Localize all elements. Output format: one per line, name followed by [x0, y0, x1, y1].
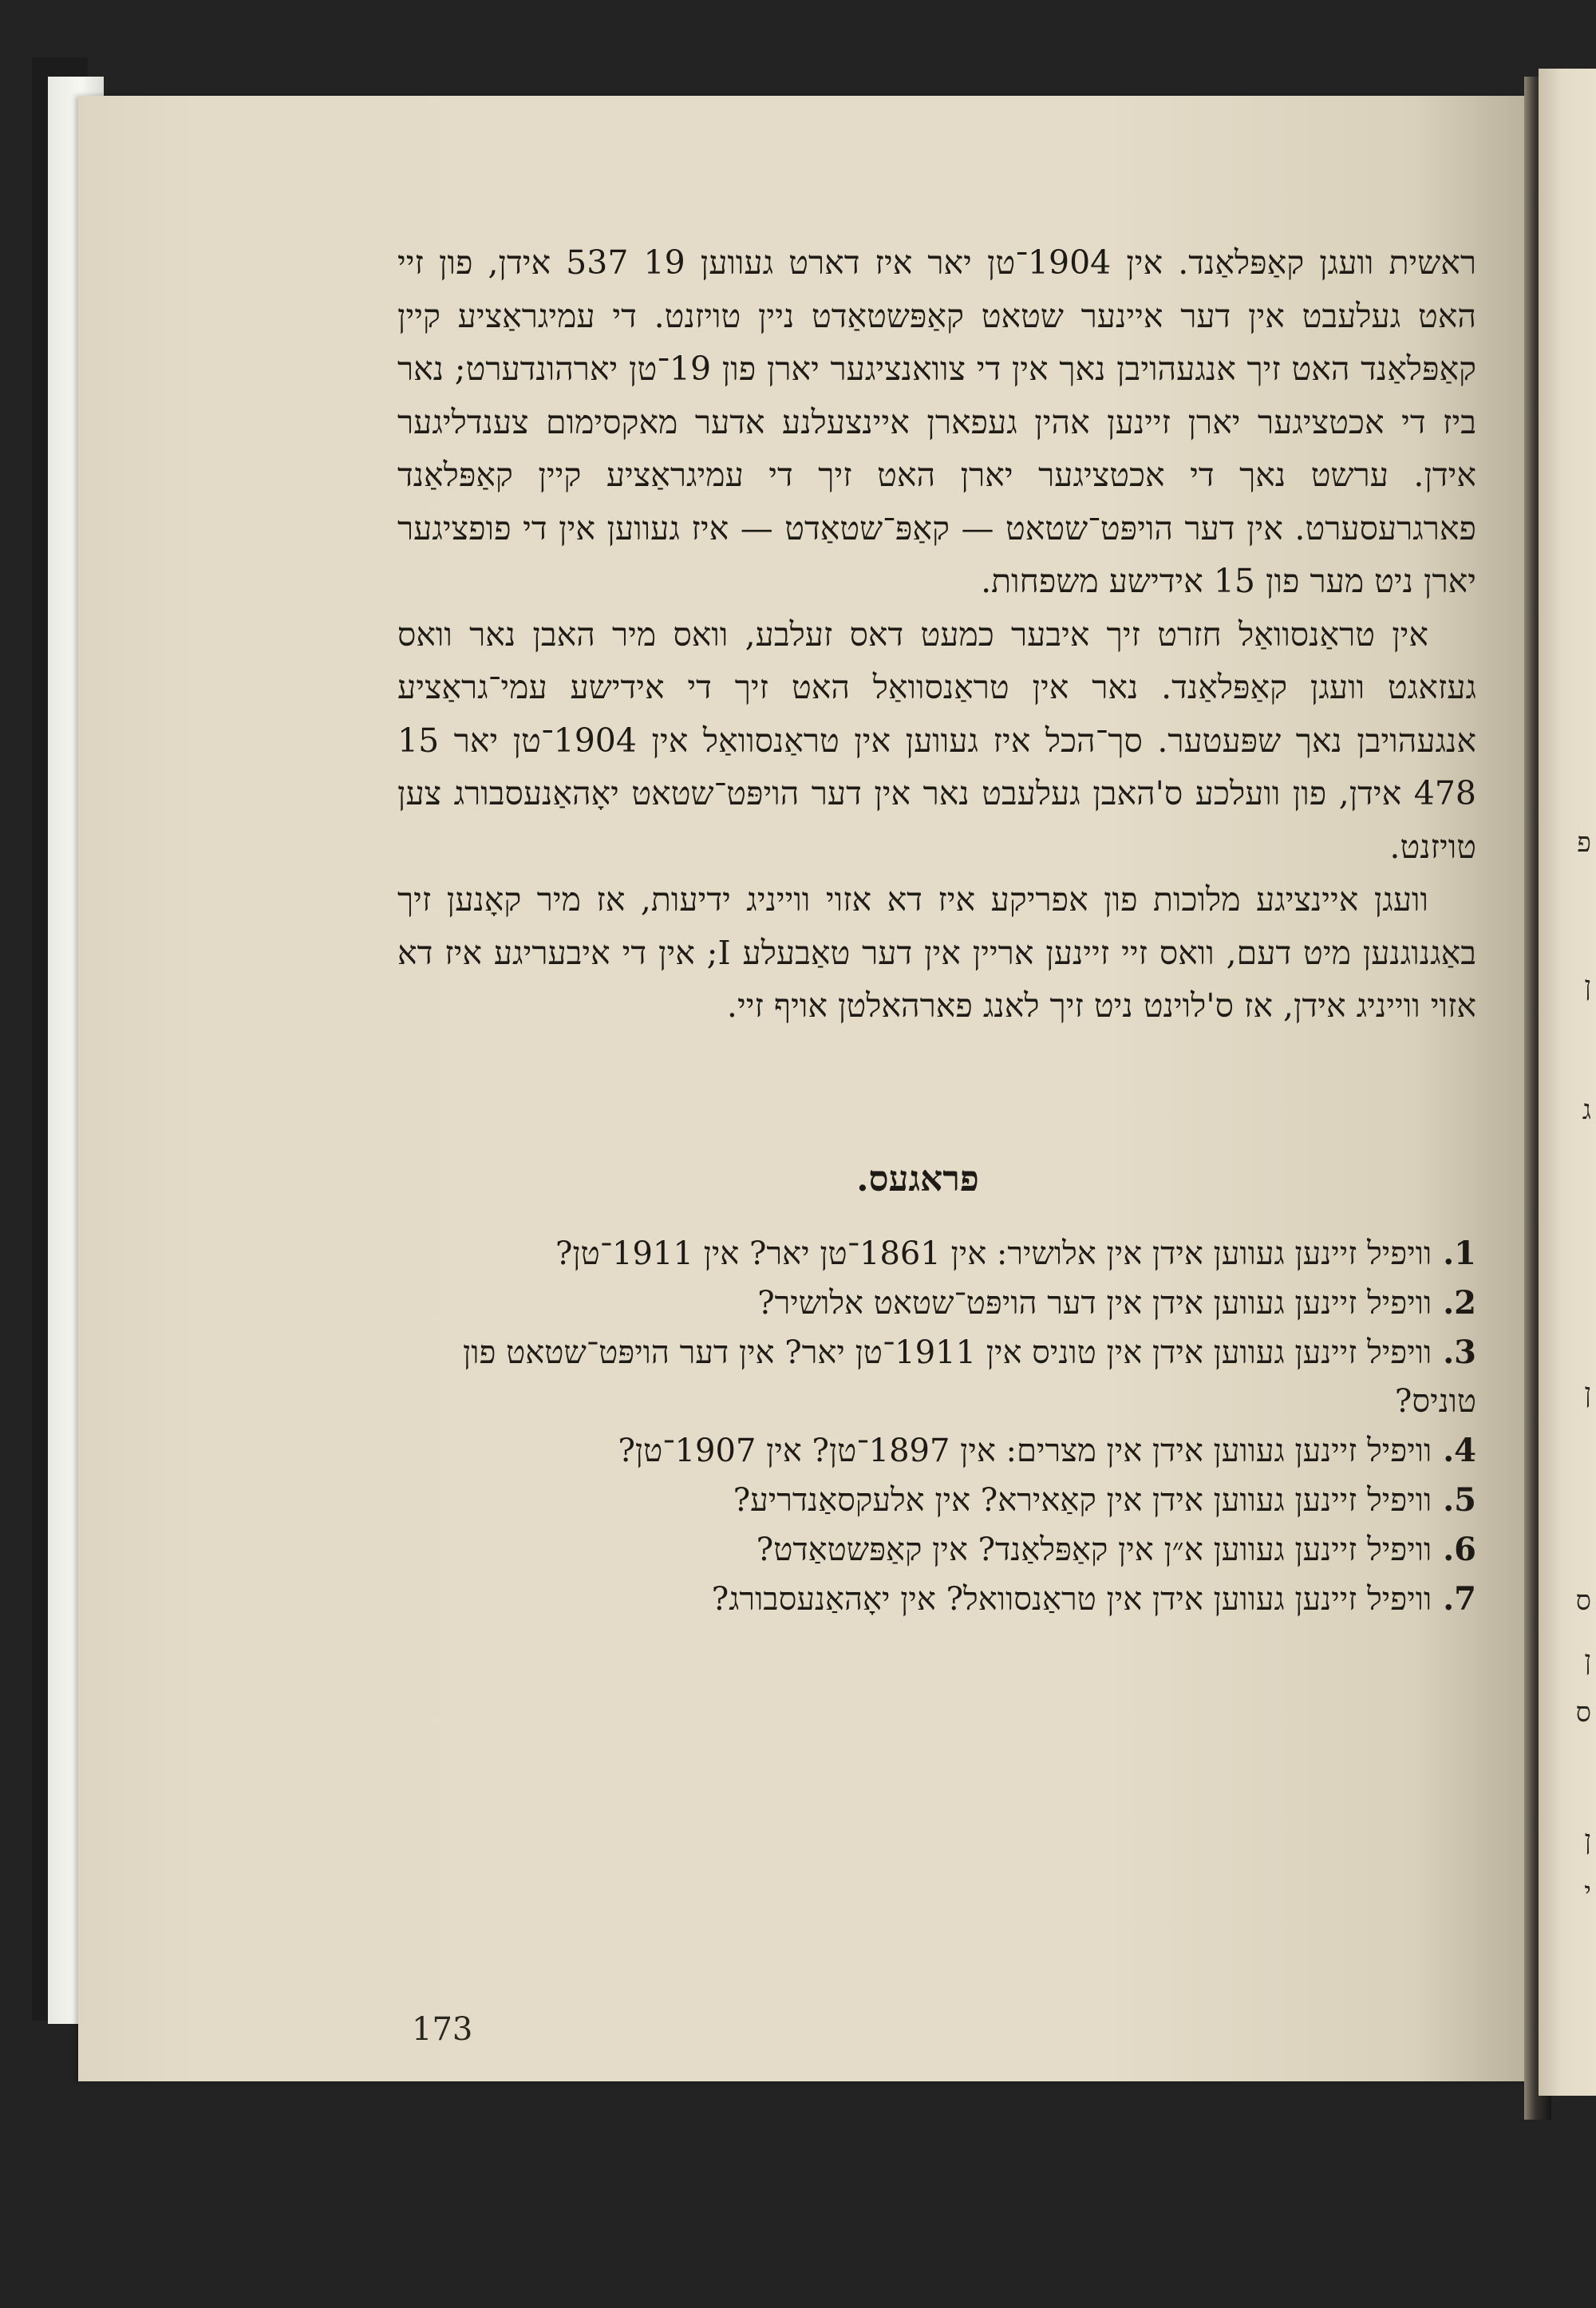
adjacent-page-fragment: ן	[1584, 1645, 1591, 1677]
question-number: 1.	[1443, 1235, 1476, 1272]
body-text	[397, 236, 1476, 1033]
paragraph-capeland: ראשית וועגן קאַפּלאַנד. אין 1904־טן יאר איז דארט געווען 19 537 אידן, פון זיי האט געלעבט אין דער איינער שטאט קאַפּשטאַדט ניין טויזנט. די עמיגראַציע קיין קאַפּלאַנד האט זיך אנגעהויבן נאך אין די צוואנציגער יארן פון 19־טן יארהונדערט; נאר ביז די אכטציגער יארן זיינען אהין געפארן איינצעלנע אדער מאקסימום צענדליגער אידן. ערשט נאך די אכטציגער יארן האט זיך די עמיגראַציע קיין קאַפּלאַנד פארגרעסערט. אין דער הויפּט־שטאט — קאַפּ־שטאַדט — איז געווען אין די פופציגער יארן ניט מער פון 15 אידישע משפחות.	[397, 243, 1477, 600]
adjacent-page-fragment: פ	[1577, 827, 1591, 859]
question-number: 7.	[1443, 1580, 1476, 1618]
question-text: וויפיל זיינען געווען אידן אין טראַנסוואל? אין יאָהאַנעסבורג?	[711, 1581, 1432, 1618]
paragraph-other-states: וועגן איינציגע מלוכות פון אפריקע איז דא אזוי ווייניג ידיעות, אז מיר קאָנען זיך באַגנוגנען מיט דעם, וואס זיי זיינען אריין אין דער טאַבעלע I; אין די איבעריגע איז דא אזוי ווייניג אידן, אז ס'לוינט ניט זיך לאנג פארהאלטן אויף זיי.	[397, 880, 1476, 1025]
question-item	[399, 1575, 1476, 1624]
question-text: וויפיל זיינען געווען א״ן אין קאַפּלאַנד? אין קאַפּשטאַדט?	[756, 1531, 1432, 1568]
adjacent-page-fragment: ן	[1584, 1824, 1591, 1856]
adjacent-page-fragment: ן	[1584, 970, 1591, 1002]
question-item	[399, 1229, 1476, 1278]
question-item	[399, 1476, 1476, 1525]
question-number: 3.	[1443, 1334, 1476, 1371]
adjacent-page-edge	[1539, 69, 1596, 2096]
question-text: וויפיל זיינען געווען אידן אין קאַאירא? אין אלעקסאַנדריע?	[733, 1482, 1432, 1519]
adjacent-page-fragment: ג	[1582, 1094, 1591, 1126]
page-number: 173	[412, 2011, 473, 2048]
adjacent-page-fragment: ס	[1575, 1585, 1591, 1617]
question-item	[399, 1525, 1476, 1575]
question-item	[399, 1278, 1476, 1328]
question-text: וויפיל זיינען געווען אידן אין דער הויפּט־שטאט אלושיר?	[757, 1285, 1432, 1322]
adjacent-page-fragment: ן	[1584, 1377, 1591, 1409]
question-number: 5.	[1443, 1481, 1476, 1519]
section-title: פראגעס.	[856, 1159, 979, 1199]
question-number: 4.	[1443, 1432, 1476, 1469]
questions-list	[399, 1229, 1476, 1624]
paragraph-transvaal: אין טראַנסוואַל חזרט זיך איבער כמעט דאס זעלבע, וואס מיר האבן נאר וואס געזאגט וועגן קאַפּלאַנד. נאר אין טראַנסוואַל האט זיך די אידישע עמי־גראַציע אנגעהויבן נאך שפּעטער. סך־הכל איז געווען אין טראַנסוואַל אין 1904־טן יאר 15 478 אידן, פון וועלכע ס'האבן געלעבט נאר אין דער הויפּט־שטאט יאָהאַנעסבורג צען טויזנט.	[397, 615, 1476, 866]
question-text: וויפיל זיינען געווען אידן אין אלושיר: אין 1861־טן יאר? אין 1911־טן?	[555, 1235, 1432, 1272]
question-number: 6.	[1443, 1531, 1476, 1568]
question-text: וויפיל זיינען געווען אידן אין טוניס אין 1911־טן יאר? אין דער הויפּט־שטאט פון טוניס?	[463, 1334, 1476, 1420]
question-number: 2.	[1443, 1284, 1476, 1322]
adjacent-page-fragment: י	[1584, 1876, 1591, 1908]
question-item	[399, 1426, 1476, 1476]
adjacent-page-fragment: ס	[1575, 1697, 1591, 1729]
question-text: וויפיל זיינען געווען אידן אין מצרים: אין 1897־טן? אין 1907־טן?	[618, 1433, 1432, 1469]
question-item	[399, 1328, 1476, 1426]
